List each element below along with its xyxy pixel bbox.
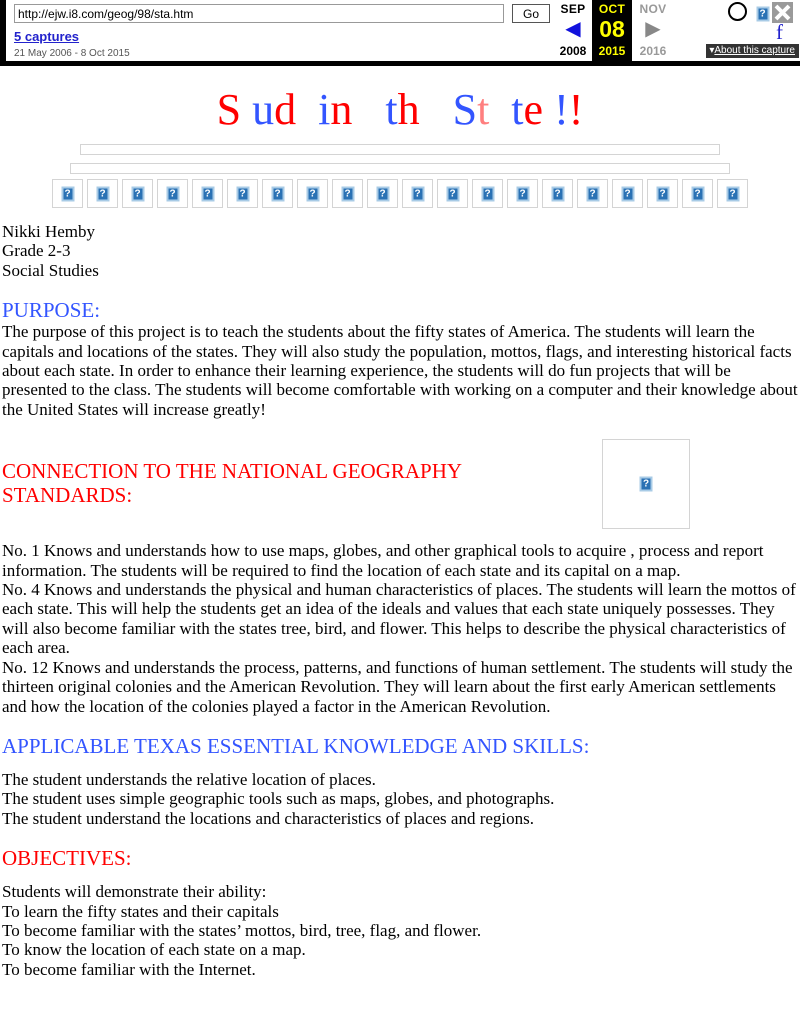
url-row [6,0,558,23]
objectives-heading: OBJECTIVES: [2,846,132,871]
broken-image-question-glyph: ? [96,186,109,201]
broken-banner-row-b [0,158,800,176]
broken-nav-image[interactable] [227,179,258,208]
broken-nav-image[interactable] [472,179,503,208]
objectives-line: To learn the fifty states and their capitals [2,901,279,921]
spacer [2,280,798,298]
title-segment [241,85,252,134]
broken-nav-image[interactable] [577,179,608,208]
broken-image-question-glyph: ? [166,186,179,201]
title-segment [489,85,511,134]
wayback-toolbar-left [6,0,558,61]
teks-heading: APPLICABLE TEXAS ESSENTIAL KNOWLEDGE AND SKILLS: [2,733,590,758]
broken-image-question-glyph: ? [640,477,653,492]
wayback-toolbar [0,0,800,66]
grade-level: Grade 2-3 [2,241,71,261]
broken-nav-image[interactable] [262,179,293,208]
timeline-date-nav [554,0,674,61]
about-this-capture-label: About this capture [714,45,795,56]
broken-image-question-glyph: ? [376,186,389,201]
author-name: Nikki Hemby [2,222,96,241]
broken-banner-row-a [0,140,800,158]
title-segment: ! [554,85,569,134]
title-segment [352,85,385,134]
title-segment: e [523,85,544,134]
prev-year-label: 2008 [559,44,587,58]
broken-nav-image[interactable] [157,179,188,208]
broken-image-question-glyph: ? [236,186,249,201]
wayback-logo-circle-icon [728,2,747,21]
objectives-lines [2,882,798,979]
title-segment: S [452,85,478,134]
connection-heading: CONNECTION TO THE NATIONAL GEOGRAPHY STANDARDS: [2,459,462,508]
wayback-toolbar-right [708,0,800,61]
broken-nav-image[interactable] [52,179,83,208]
title-segment: t [477,85,490,134]
purpose-heading: PURPOSE: [2,298,101,323]
broken-image-question-glyph: ? [656,186,669,201]
current-month-label: OCT [598,2,626,16]
title-segment: ! [568,85,584,134]
title-segment [296,85,318,134]
broken-image-question-glyph: ? [341,186,354,201]
broken-image-question-glyph: ? [446,186,459,201]
broken-nav-image[interactable] [682,179,713,208]
capture-date-range: 21 May 2006 - 8 Oct 2015 [14,48,130,59]
broken-image-question-glyph: ? [621,186,634,201]
broken-nav-image[interactable] [297,179,328,208]
broken-nav-image[interactable] [717,179,748,208]
broken-nav-image[interactable] [402,179,433,208]
next-year-label: 2016 [639,44,667,58]
connection-item: No. 1 Knows and understands how to use maps, globes, and other graphical tools to acquire , process and report information. The students will be required to find the location of each state and its capital on a map. [2,541,764,580]
spacer [2,828,798,846]
broken-nav-image[interactable] [507,179,538,208]
broken-image-question-glyph: ? [271,186,284,201]
teks-line: The student understands the relative location of places. [2,769,376,789]
broken-image-question-glyph: ? [756,6,769,21]
captures-link[interactable]: 5 captures [14,29,80,44]
facebook-icon[interactable]: f [776,20,783,44]
next-capture-column[interactable] [632,0,674,61]
about-this-capture-button[interactable] [706,44,799,58]
broken-nav-image[interactable] [542,179,573,208]
title-segment [420,85,453,134]
broken-nav-image[interactable] [87,179,118,208]
captures-row [6,23,558,46]
teks-line: The student understand the locations and characteristics of places and regions. [2,808,535,828]
broken-image-question-glyph: ? [481,186,494,201]
title-segment: h [397,85,420,134]
broken-banner-image-b[interactable] [70,163,730,174]
about-caret-icon: ▾ [709,45,715,56]
broken-image-question-glyph: ? [411,186,424,201]
broken-nav-image[interactable] [367,179,398,208]
title-segment: t [385,85,398,134]
title-segment [543,85,554,134]
url-input[interactable] [14,4,504,23]
connection-item: No. 4 Knows and understands the physical and human characteristics of places. The students will learn the mottos of each state. This will help the students get an idea of the ideals and values that each state uniquely possesses. They will also become familiar with the states tree, bird, and flower. This helps to describe the physical characteristics of each area. [2,580,796,658]
broken-nav-image[interactable] [332,179,363,208]
objectives-line: To become familiar with the states’ mottos, bird, tree, flag, and flower. [2,920,482,940]
next-capture-arrow-icon[interactable]: ▶ [645,18,661,40]
page-content [0,66,800,979]
title-segment: d [274,85,297,134]
broken-nav-image[interactable] [647,179,678,208]
prev-capture-column[interactable] [554,0,592,61]
page-title [0,66,800,140]
spacer [2,716,798,734]
broken-image-icon [756,6,769,21]
broken-image-question-glyph: ? [726,186,739,201]
decorative-broken-image[interactable] [602,439,690,529]
current-day-label: 08 [599,16,625,42]
spacer [2,533,798,541]
title-segment: S [216,85,242,134]
connection-item: No. 12 Knows and understands the process, patterns, and functions of human settlement. The students will study the thirteen original colonies and the American Revolution. They will learn about the first early American settlements and how the location of the colonies played a factor in the American Revolution. [2,657,793,716]
go-button[interactable]: Go [512,4,550,23]
nav-broken-icon-row [0,176,800,208]
broken-image-question-glyph: ? [306,186,319,201]
title-segment: u [252,85,275,134]
subject: Social Studies [2,260,99,280]
objectives-line: Students will demonstrate their ability: [2,882,267,902]
broken-image-question-glyph: ? [61,186,74,201]
spacer [2,870,798,882]
nav-image-strip [0,140,800,208]
broken-nav-image[interactable] [122,179,153,208]
broken-image-question-glyph: ? [691,186,704,201]
broken-image-question-glyph: ? [131,186,144,201]
document-body [0,208,800,979]
title-segment: t [511,85,524,134]
broken-nav-image[interactable] [192,179,223,208]
purpose-body: The purpose of this project is to teach the students about the fifty states of America. The students will learn the capitals and locations of the states. They will also study the population, mottos, flags, and interesting historical facts about each state. In order to enhance their learning experience, the students will do fun projects that will be presented to the class. The students will become comfortable with working on a computer and their knowledge about the United States will increase greatly! [2,322,798,419]
broken-banner-image-a[interactable] [80,144,720,155]
spacer [2,758,798,770]
title-segment: n [330,85,353,134]
objectives-line: To become familiar with the Internet. [2,959,256,979]
title-segment: i [318,85,331,134]
broken-nav-image[interactable] [437,179,468,208]
broken-image-question-glyph: ? [551,186,564,201]
next-month-label: NOV [639,2,667,16]
broken-nav-image[interactable] [612,179,643,208]
broken-image-question-glyph: ? [586,186,599,201]
teks-line: The student uses simple geographic tools such as maps, globes, and photographs. [2,789,555,809]
broken-image-question-glyph: ? [516,186,529,201]
prev-capture-arrow-icon[interactable]: ◀ [565,18,581,40]
teks-lines [2,770,798,828]
broken-image-question-glyph: ? [201,186,214,201]
spacer [2,419,798,439]
current-capture-column [592,0,632,61]
prev-month-label: SEP [560,2,586,16]
objectives-line: To know the location of each state on a map. [2,940,306,960]
current-year-label: 2015 [598,44,626,58]
byline-block [2,208,798,280]
